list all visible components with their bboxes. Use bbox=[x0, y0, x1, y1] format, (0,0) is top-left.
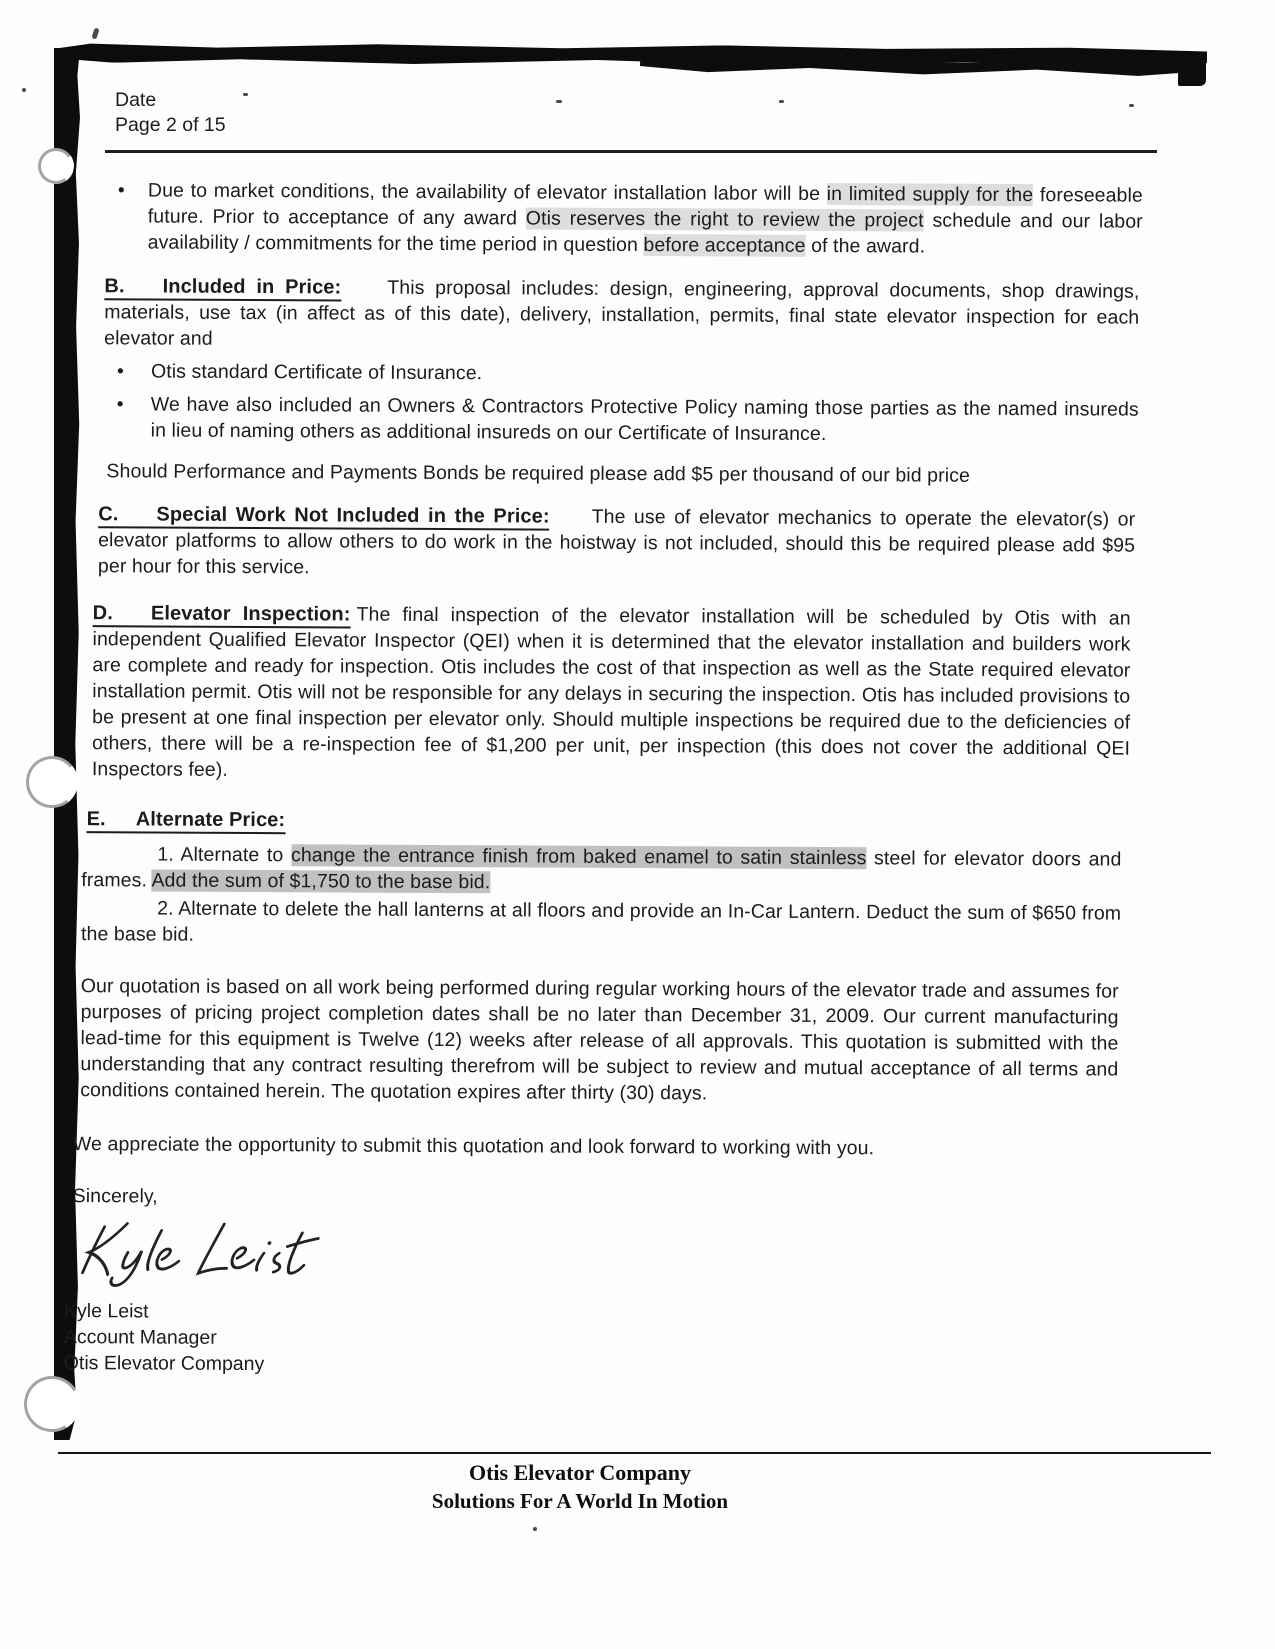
bonds-note: Should Performance and Payments Bonds be required please add $5 per thousand of our bid price bbox=[106, 460, 971, 487]
section-title: Alternate Price: bbox=[135, 808, 286, 832]
sender-company: Otis Elevator Company bbox=[63, 1352, 265, 1376]
section-title: Included in Price: bbox=[162, 275, 342, 299]
section-letter: D. bbox=[92, 602, 113, 625]
signature-block bbox=[64, 1298, 1269, 1382]
section-d bbox=[92, 600, 1131, 787]
scan-speck bbox=[533, 1527, 537, 1531]
sender-title: Account Manager bbox=[63, 1326, 217, 1349]
section-c-heading bbox=[98, 503, 550, 530]
footer-tagline: Solutions For A World In Motion bbox=[431, 1489, 729, 1513]
bullet-icon: • bbox=[116, 360, 124, 383]
section-letter: B. bbox=[104, 275, 125, 298]
bullet-icon: • bbox=[117, 179, 125, 202]
section-title: Special Work Not Included in the Price: bbox=[156, 503, 550, 528]
section-b bbox=[104, 273, 1139, 356]
section-letter: E. bbox=[86, 808, 106, 831]
scan-edge-corner bbox=[1178, 60, 1206, 86]
date-label: Date bbox=[115, 89, 157, 111]
section-d-heading bbox=[93, 602, 351, 628]
footer-divider bbox=[58, 1452, 1211, 1454]
section-letter: C. bbox=[98, 503, 119, 526]
bullet-icon: • bbox=[116, 393, 124, 416]
footer-company: Otis Elevator Company bbox=[468, 1460, 692, 1485]
intro-bullet-item bbox=[118, 177, 1143, 260]
page-header bbox=[115, 88, 1275, 138]
section-b-heading bbox=[104, 275, 341, 301]
scan-edge-top-thick bbox=[640, 61, 1206, 76]
section-d-body: The final inspection of the elevator installation will be scheduled by Otis with an independent Qualified Elevator Inspector (QEI) when it is determined that the elevator installation and builders work are complete and ready for inspection. Otis includes the cost of that inspection as well as the State required elevator installation permit. Otis will not be responsible for any delays in securing the inspection. Otis has included provisions to be present at one final inspection per elevator only. Should multiple inspections be required due to the deficiencies of others, there will be a re-inspection fee of $1,200 per unit, per inspection (this does not cover the additional QEI Inspectors fee). bbox=[91, 603, 1131, 781]
section-title: Elevator Inspection: bbox=[150, 602, 351, 626]
price-bullet-item bbox=[117, 358, 1139, 389]
appreciation-line: We appreciate the opportunity to submit this quotation and look forward to working with you. bbox=[72, 1133, 875, 1160]
section-e-heading bbox=[87, 808, 286, 834]
section-c-body: The use of elevator mechanics to operate the elevator(s) or elevator platforms to allow others to do work in the hoistway is not included, should this be required please add $95 per hour for this service. bbox=[97, 505, 1136, 579]
scan-speck bbox=[91, 27, 99, 39]
page-number: Page 2 of 15 bbox=[115, 114, 226, 136]
salutation: Sincerely, bbox=[72, 1185, 158, 1208]
punch-hole-bottom bbox=[18, 1370, 86, 1438]
alternate-item-1: 1. Alternate to change the entrance finish from baked enamel to satin stainless steel for elevator doors and frames. Add the sum of $1,750 to the base bid. bbox=[81, 843, 1122, 894]
signature-image bbox=[64, 1213, 319, 1294]
header-divider bbox=[105, 150, 1157, 153]
price-bullet-text: Otis standard Certificate of Insurance. bbox=[150, 360, 483, 385]
price-bullet-item bbox=[117, 391, 1139, 448]
section-b-body: This proposal includes: design, engineering, approval documents, shop drawings, materials, use tax (in affect as of this date), delivery, installation, permits, final state elevator inspection for each elevator and bbox=[104, 276, 1140, 350]
section-c bbox=[98, 501, 1135, 584]
closing-paragraph: Our quotation is based on all work being performed during regular working hours of the elevator trade and assumes for purposes of pricing project completion dates shall be no later than December 31, 2009. Our current manufacturing lead-time for this equipment is Twelve (12) weeks after release of all approvals. This quotation is submitted with the understanding that any contract resulting therefrom will be subject to review and mutual acceptance of all terms and conditions contained herein. The quotation expires after thirty (30) days. bbox=[80, 975, 1119, 1105]
page-footer bbox=[0, 1460, 1160, 1514]
alternate-item-2: 2. Alternate to delete the hall lanterns at all floors and provide an In-Car Lantern. Deduct the sum of $650 from the base bid. bbox=[80, 897, 1122, 946]
letter-content bbox=[0, 88, 1275, 1376]
signature-kyle-leist bbox=[64, 1213, 1269, 1304]
price-bullet-text: We have also included an Owners & Contractors Protective Policy naming those parties as the named insureds in lieu of naming others as additional insureds on our Certificate of Insurance. bbox=[150, 393, 1139, 446]
section-e-heading-row bbox=[87, 806, 1272, 838]
letter-body bbox=[0, 177, 1275, 1383]
intro-bullet-text: Due to market conditions, the availability of elevator installation labor will be in limited supply for the foreseeable future. Prior to acceptance of any award Otis reserves the right to review the project schedule and our labor availability / commitments for the time period in question before acceptance of the award. bbox=[147, 179, 1143, 258]
sender-name: Kyle Leist bbox=[64, 1300, 149, 1323]
